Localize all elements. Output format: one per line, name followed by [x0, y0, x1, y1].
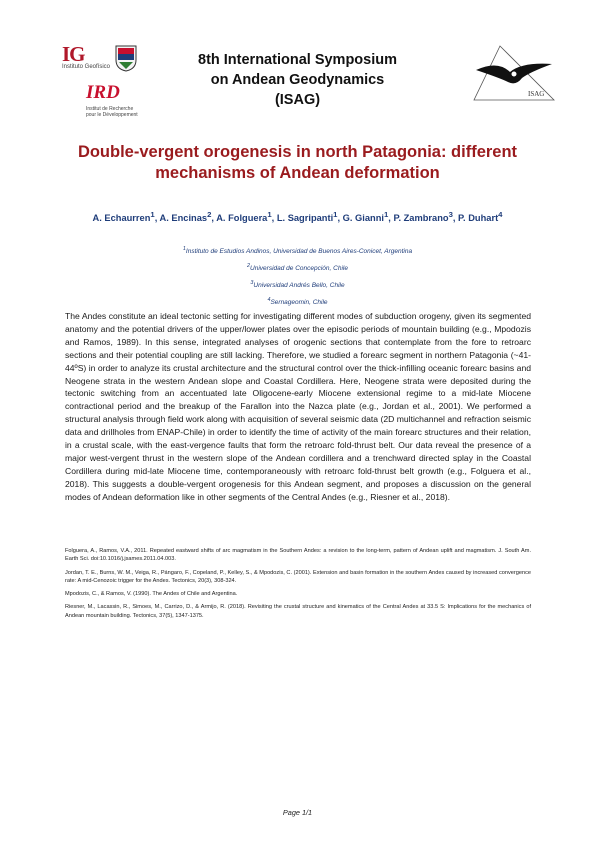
reference: Riesner, M., Lacassin, R., Simoes, M., Carrizo, D., & Armijo, R. (2018). Revisiting the crustal structure and kinematics of the Central Andes at 33.5 S: Implications for the mechanics of Andean mountain building. Tectonics, 37(5), 1347-1375. — [65, 604, 531, 619]
affiliation: $^4$Sernageomin, Chile — [267, 297, 328, 307]
symposium-line-1: 8th International Symposium — [198, 52, 397, 68]
affiliation-list — [60, 242, 535, 311]
author: G. Gianni$^1$, — [342, 210, 394, 224]
affiliation: $^3$Universidad Andrés Bello, Chile — [250, 280, 345, 290]
reference: Folguera, A., Ramos, V.A., 2011. Repeated eastward shifts of arc magmatism in the Southern Andes: a revision to the long-term, pattern of Andean uplift and magmatism. J. South Am. Earth Sci. doi:10.1016/j.jsames.2011.04.003. — [65, 548, 531, 563]
paper-title-line-2: mechanisms of Andean deformation — [155, 164, 440, 182]
reference: Mpodozis, C., & Ramos, V. (1990). The Andes of Chile and Argentina. — [65, 591, 238, 598]
author: P. Zambrano$^3$, — [393, 210, 459, 224]
author: A. Encinas$^2$, — [159, 210, 217, 224]
author: P. Duhart$^4$ — [458, 210, 503, 224]
symposium-line-3: (ISAG) — [274, 92, 321, 108]
ig-logo-text: IG — [62, 42, 85, 66]
author: A. Folguera$^1$, — [216, 210, 277, 224]
affiliation: $^1$Instituto de Estudios Andinos, Universidad de Buenos Aires-Conicet, Argentina — [182, 246, 413, 256]
reference: Jordan, T. E., Burns, W. M., Veiga, R., Pángaro, F., Copeland, P., Kelley, S., & Mpodozis, C. (2001). Extension and basin formation in the southern Andes caused by increased convergence rate: A mid-Cenozoic trigger for the Andes. Tectonics, 20(3), 308-324. — [65, 569, 531, 584]
author-list — [40, 210, 555, 223]
paper-title-line-1: Double-vergent orogenesis in north Patagonia: different — [77, 143, 518, 161]
ird-logo — [86, 82, 142, 122]
isag-logo-text: ISAG — [528, 90, 545, 98]
isag-condor-logo — [470, 42, 558, 104]
abstract-text: The Andes constitute an ideal tectonic setting for investigating different modes of subduction orogeny, given its segmented anatomy and the potential drivers of the upper/lower plates over the episodic periods of mountain building (e.g., Mpodozis and Ramos, 1989). In this sense, integrated analyses of orogenic sections that contemplate from the fore to retroarc sections and their potential coupling are still lacking. Therefore, we studied a forearc segment in northern Patagonia (~41-44ºS) in order to analyze its crustal architecture and the structural control over the thick-infilling oceanic forearc basins and Neogene strata in the western Andean slope and Coastal Cordillera. Here, Neogene strata were deposited during the tectonic switching from an accentuated late Oligocene-early Miocene extensional regime to a mid-late Miocene contractional period and the breakup of the Farallon into the Nazca plate (e.g., Jordan et al., 2001). We performed a structural analysis through field work along with acquisition of several seismic data (2D multichannel and refraction seismic data and drillholes from ENAP-Chile) in order to identify the time of activity of the main forearc structures and their relation, in a crustal scale, with the east-vergence faults that form the retroarc fold-thrust belt. Our data reveal the presence of a major west-vergent thrust in the western slope of the Andean cordillera and a trenchward directed splay in the Coastal Cordillera during mid-late Miocene time, contemporaneously with retroarc fold-thrust belt growth (e.g., Folguera et al., 2018). This suggests a double-vergent orogenesis for this Andean segment, and proposes a discussion on the general modes of Andean deformation like in other segments of the Central Andes (e.g., Riesner et al., 2018). — [65, 311, 531, 502]
author: A. Echaurren$^1$, — [92, 210, 160, 224]
author: L. Sagripanti$^1$, — [276, 210, 343, 224]
ird-logo-subtitle: Institut de Recherche pour le Développement — [86, 106, 138, 118]
ig-logo-subtitle: Instituto Geofísico — [62, 64, 111, 70]
crest-icon — [114, 44, 138, 72]
page-number: Page 1/1 — [282, 808, 313, 817]
ig-logo — [62, 42, 138, 74]
symposium-heading — [170, 50, 425, 110]
affiliation: $^2$Universidad de Concepción, Chile — [247, 263, 348, 273]
reference-list — [65, 547, 531, 625]
ird-logo-text: IRD — [86, 82, 120, 103]
symposium-line-2: on Andean Geodynamics — [210, 72, 385, 88]
paper-title — [60, 142, 535, 184]
